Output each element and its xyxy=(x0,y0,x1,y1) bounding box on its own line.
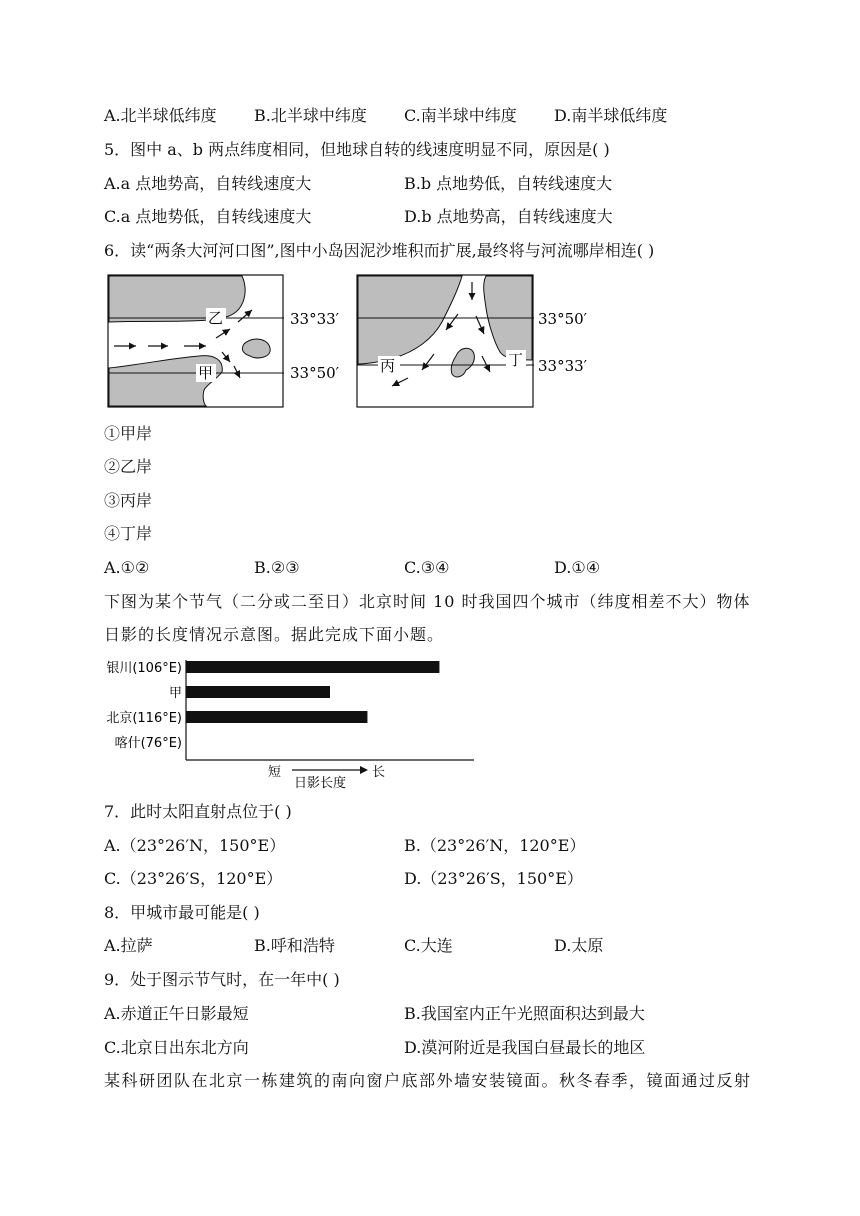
bank-ding-label: 丁 xyxy=(508,351,524,369)
chart-x-axis-title: 日影长度 xyxy=(294,776,347,791)
q5-stem: 5．图中 a、b 两点纬度相同，但地球自转的线速度明显不同，原因是( ) xyxy=(104,140,610,159)
river-mouth-map-left xyxy=(104,272,354,412)
q6-item-2: ②乙岸 xyxy=(104,457,153,476)
q4-option-b: B.北半球中纬度 xyxy=(254,106,367,125)
axis-short-label: 短 xyxy=(268,765,282,780)
q7-option-b: B.（23°26′N，120°E） xyxy=(404,836,586,855)
intro-paragraph-line1: 下图为某个节气（二分或二至日）北京时间 10 时我国四个城市（纬度相差不大）物体 xyxy=(104,592,751,611)
q8-option-b: B.呼和浩特 xyxy=(254,936,335,955)
latitude-label-top: 33°50′ xyxy=(538,310,588,328)
q7-option-d: D.（23°26′S，150°E） xyxy=(404,869,583,888)
q6-item-4: ④丁岸 xyxy=(104,524,153,543)
latitude-label-bottom: 33°33′ xyxy=(538,357,588,375)
q5-option-d: D.b 点地势高，自转线速度大 xyxy=(404,207,613,226)
q7-option-a: A.（23°26′N，150°E） xyxy=(104,836,286,855)
q5-option-a: A.a 点地势高，自转线速度大 xyxy=(104,174,312,193)
q5-option-b: B.b 点地势低，自转线速度大 xyxy=(404,174,613,193)
axis-long-label: 长 xyxy=(372,765,386,780)
shadow-bar xyxy=(186,711,367,723)
intro-paragraph-2-line1: 某科研团队在北京一栋建筑的南向窗户底部外墙安装镜面。秋冬春季，镜面通过反射 xyxy=(104,1071,752,1090)
category-label: 喀什(76°E) xyxy=(114,736,182,751)
q4-option-d: D.南半球低纬度 xyxy=(554,106,668,125)
river-mouth-map-right xyxy=(354,272,604,412)
latitude-label-top: 33°33′ xyxy=(290,310,340,328)
chart-category-labels xyxy=(106,661,182,751)
q6-option-d: D.①④ xyxy=(554,558,601,577)
intro-paragraph-line2: 日影的长度情况示意图。据此完成下面小题。 xyxy=(104,625,445,644)
q6-option-c: C.③④ xyxy=(404,558,450,577)
q9-stem: 9．处于图示节气时，在一年中( ) xyxy=(104,970,340,989)
q9-option-b: B.我国室内正午光照面积达到最大 xyxy=(404,1004,645,1023)
q6-option-a: A.①② xyxy=(104,558,150,577)
q6-item-3: ③丙岸 xyxy=(104,491,153,510)
bank-jia-label: 甲 xyxy=(198,364,214,382)
q6-item-1: ①甲岸 xyxy=(104,424,153,443)
q4-option-a: A.北半球低纬度 xyxy=(104,106,217,125)
q7-stem: 7．此时太阳直射点位于( ) xyxy=(104,802,292,821)
q9-option-a: A.赤道正午日影最短 xyxy=(104,1004,249,1023)
q8-option-d: D.太原 xyxy=(554,936,604,955)
bank-bing-label: 丙 xyxy=(380,357,396,375)
q9-option-d: D.漠河附近是我国白昼最长的地区 xyxy=(404,1038,646,1057)
shadow-length-chart xyxy=(104,656,484,792)
shadow-bar xyxy=(186,661,439,673)
q9-option-c: C.北京日出东北方向 xyxy=(104,1038,249,1057)
shadow-bar xyxy=(186,686,330,698)
category-label: 甲 xyxy=(168,686,182,701)
q8-option-a: A.拉萨 xyxy=(104,936,153,955)
category-label: 银川(106°E) xyxy=(106,661,182,676)
q6-option-b: B.②③ xyxy=(254,558,300,577)
q8-stem: 8．甲城市最可能是( ) xyxy=(104,903,260,922)
q8-option-c: C.大连 xyxy=(404,936,453,955)
chart-bars xyxy=(186,661,439,723)
q6-stem: 6．读“两条大河河口图”,图中小岛因泥沙堆积而扩展,最终将与河流哪岸相连( ) xyxy=(104,241,655,260)
q7-option-c: C.（23°26′S，120°E） xyxy=(104,869,283,888)
bank-yi-label: 乙 xyxy=(208,309,224,327)
category-label: 北京(116°E) xyxy=(106,711,182,726)
q4-option-c: C.南半球中纬度 xyxy=(404,106,517,125)
latitude-label-bottom: 33°50′ xyxy=(290,364,340,382)
q5-option-c: C.a 点地势低，自转线速度大 xyxy=(104,207,312,226)
